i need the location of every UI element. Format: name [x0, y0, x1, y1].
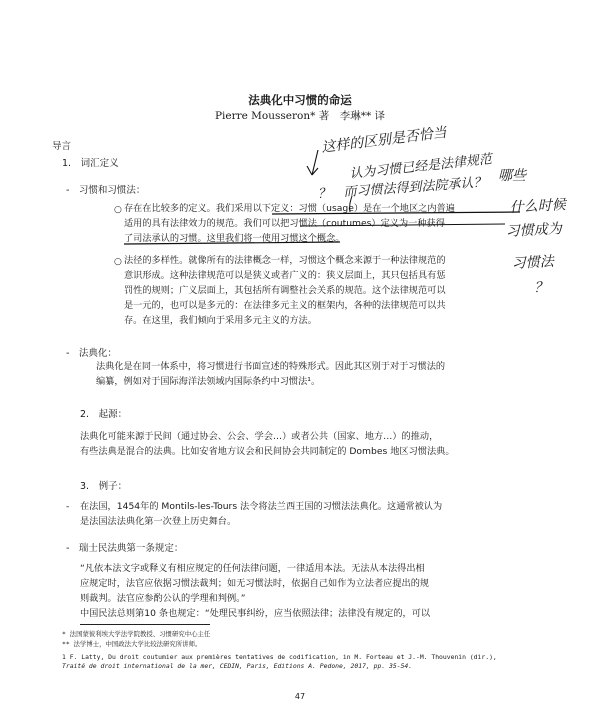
diversity-paragraph-line: 罚性的规则；广义层面上，其包括所有调整社会关系的规范。这个法律规范可以 [124, 285, 446, 296]
intro-heading: 导言 [52, 141, 72, 152]
subsection-custom-heading: - 习惯和习惯法： [66, 185, 146, 196]
swiss-code-heading: - 瑞士民法典第一条规定： [66, 543, 184, 554]
china-code-line: 中国民法总则第10 条也规定：“处理民事纠纷，应当依照法律；法律没有规定的，可以 [80, 608, 431, 619]
article-title: 法典化中习惯的命运 [248, 93, 352, 107]
handwritten-note: 什么时候 [509, 197, 567, 216]
footnote-line: * 法国蒙彼利埃大学法学院教授、习惯研究中心主任 [62, 630, 211, 638]
swiss-quote-line: 应规定时，法官应依据习惯法裁判；如无习惯法时，依据自己如作为立法者应提出的规 [80, 578, 430, 589]
swiss-quote-line: 则裁判。法官应参酌公认的学理和判例。” [80, 593, 246, 604]
definition-paragraph-line: 了司法承认的习惯。这里我们将一使用习惯这个概念。 [124, 233, 345, 244]
section-3-heading: 3. 例子： [80, 481, 128, 492]
diversity-paragraph-line: 法径的多样性。就像所有的法律概念一样，习惯这个概念来源于一种法律规范的 [124, 255, 446, 266]
example-paragraph-line: 在法国，1454年的 Montils-les-Tours 法令将法兰西王国的习惯法法典化。这通常被认为 [80, 501, 443, 512]
footnote-line: ** 法学博士，中国政法大学比较法研究所讲师。 [62, 640, 202, 648]
footnote-line: 1 F. Latty, Du droit coutumier aux premières tentatives de codification, in M. Forteau et J.-M. Thouvenin (dir.), [62, 653, 497, 661]
page-number: 47 [294, 692, 306, 701]
bullet-dash: - [66, 501, 70, 512]
definition-paragraph-line: 存在在比较多的定义。我们采用以下定义：习惯（usage）是在一个地区之内普遍 [124, 203, 455, 214]
swiss-quote-line: “凡依本法文字或释义有相应规定的任何法律问题，一律适用本法。无法从本法得出相 [80, 563, 425, 574]
arrow-mark [307, 150, 318, 175]
diversity-paragraph-line: 意识形成。这种法律规范可以是狭义或者广义的：狭义层面上，其只包括具有惩 [124, 270, 446, 281]
handwritten-note: ？ [534, 280, 548, 296]
diversity-paragraph-line: 存。在这里，我们倾向于采用多元主义的方法。 [124, 315, 317, 326]
section-2-heading: 2. 起源： [80, 409, 128, 420]
handwritten-note: 认为习惯已经是法律规范 [348, 152, 493, 182]
example-paragraph-line: 是法国法法典化第一次登上历史舞台。 [80, 516, 237, 527]
footnote-divider [80, 624, 210, 625]
handwritten-note: 习惯成为 [505, 221, 563, 240]
codification-paragraph-line: 法典化是在同一体系中，将习惯进行书面宣述的特殊形式。因此其区别于对于习惯法的 [96, 361, 446, 372]
origin-paragraph-line: 有些法典是混合的法典。比如安省地方议会和民间协会共同制定的 Dombes 地区习惯法典。 [80, 446, 455, 457]
diversity-paragraph-line: 是一元的，也可以是多元的：在法律多元主义的框架内，各种的法律规范可以共 [124, 300, 446, 311]
handwritten-note: ？ 而习惯法得到法院承认？ [317, 175, 487, 202]
subsection-codification-heading: - 法典化： [66, 348, 117, 359]
bullet-icon: ○ [114, 257, 122, 267]
codification-paragraph-line: 编纂，例如对于国际海洋法领域内国际条约中习惯法¹。 [96, 376, 321, 387]
bullet-icon: ○ [114, 205, 122, 215]
handwritten-note: 这样的区别是否恰当 [320, 124, 448, 156]
origin-paragraph-line: 法典化可能来源于民间（通过协会、公会、学会…）或者公共（国家、地方…）的推动， [80, 431, 439, 442]
handwritten-note: 哪些 [498, 168, 526, 184]
definition-paragraph-line: 适用的具有法律效力的规范。我们可以把习惯法（coutumes）定义为一种获得 [124, 218, 445, 229]
handwritten-note: 习惯法 [511, 253, 555, 272]
footnote-line: Traité de droit international de la mer, CEDIN, Paris, Editions A. Pedone, 2017, pp. 35-54. [62, 662, 413, 670]
article-authors: Pierre Mousseron* 著 李琳** 译 [214, 110, 386, 122]
section-1-heading: 1. 词汇定义 [62, 158, 119, 169]
